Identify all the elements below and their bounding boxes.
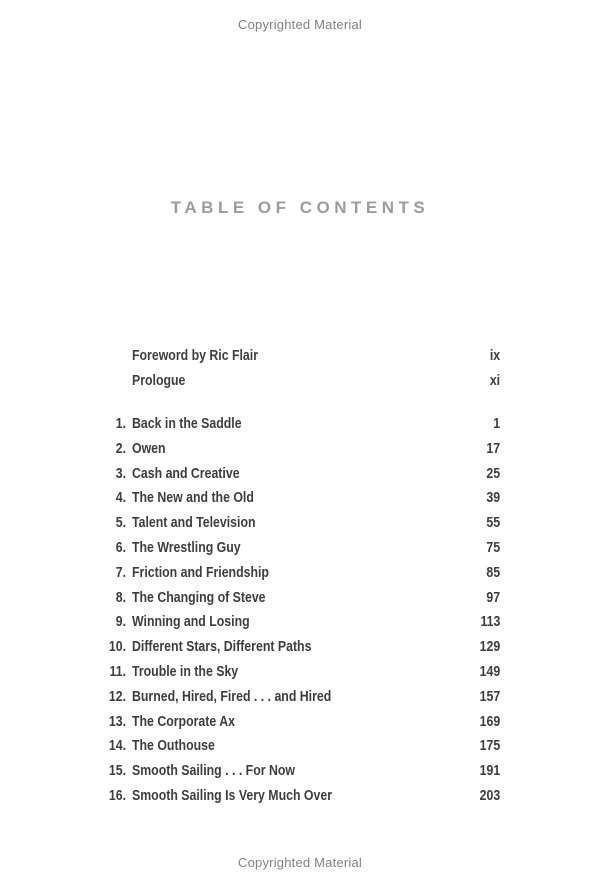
entry-title-text: Prologue — [132, 373, 186, 390]
toc-row-foreword — [100, 344, 500, 369]
entry-number: 11. — [109, 663, 126, 680]
entry-title — [132, 441, 484, 457]
entry-title-text: The Wrestling Guy — [132, 539, 241, 556]
front-matter-list — [100, 344, 500, 394]
entry-number: 3. — [115, 465, 126, 482]
toc-row-chapter-15 — [100, 759, 500, 784]
entry-title — [132, 416, 492, 432]
entry-number: 9. — [115, 614, 126, 631]
entry-number: 15. — [108, 763, 126, 780]
entry-title-text: Talent and Television — [132, 515, 256, 532]
toc-row-chapter-14 — [100, 734, 500, 759]
page-title: TABLE OF CONTENTS — [170, 198, 430, 217]
entry-page-number: 39 — [486, 490, 500, 507]
entry-title-text: Foreword by Ric Flair — [132, 348, 259, 365]
toc-row-chapter-11 — [100, 660, 500, 685]
entry-page-number: 55 — [486, 515, 500, 532]
entry-title — [132, 639, 476, 655]
entry-title — [132, 689, 476, 705]
entry-title-text: Friction and Friendship — [132, 564, 269, 581]
entry-title — [132, 565, 484, 581]
toc-row-prologue — [100, 369, 500, 394]
entry-title-text: The New and the Old — [132, 490, 254, 507]
entry-title-text: Owen — [132, 440, 166, 457]
entry-number: 6. — [115, 539, 126, 556]
copyright-notice-top: Copyrighted Material — [238, 17, 362, 32]
entry-number: 13. — [108, 713, 126, 730]
entry-number: 2. — [115, 440, 126, 457]
entry-title — [132, 515, 484, 531]
entry-title-text: Smooth Sailing Is Very Much Over — [132, 787, 333, 804]
entry-title-text: Cash and Creative — [132, 465, 240, 482]
entry-title-text: The Outhouse — [132, 738, 215, 755]
entry-number: 14. — [108, 738, 126, 755]
entry-number: 12. — [108, 688, 126, 705]
entry-title — [132, 714, 476, 730]
entry-page-number: 203 — [479, 787, 500, 804]
chapter-list — [100, 412, 500, 809]
entry-title — [132, 738, 476, 754]
entry-page-number: 97 — [486, 589, 500, 606]
entry-title-text: The Changing of Steve — [132, 589, 266, 606]
entry-title — [132, 490, 484, 506]
entry-page-number: 129 — [479, 639, 500, 656]
entry-page-number: ix — [489, 348, 500, 365]
entry-page-number: 1 — [493, 415, 500, 432]
entry-page-number: 157 — [479, 688, 500, 705]
entry-page-number: 169 — [479, 713, 500, 730]
entry-title — [132, 614, 477, 630]
entry-number: 5. — [115, 515, 126, 532]
entry-number: 16. — [108, 787, 126, 804]
toc-row-chapter-13 — [100, 709, 500, 734]
toc-row-chapter-12 — [100, 684, 500, 709]
entry-page-number: 149 — [479, 663, 500, 680]
entry-title-text: Winning and Losing — [132, 614, 250, 631]
entry-title — [132, 763, 476, 779]
toc-row-chapter-8 — [100, 585, 500, 610]
entry-page-number: xi — [489, 373, 500, 390]
toc-row-chapter-7 — [100, 560, 500, 585]
toc-row-chapter-3 — [100, 461, 500, 486]
entry-number: 1. — [115, 415, 126, 432]
entry-title — [132, 373, 488, 389]
toc-row-chapter-4 — [100, 486, 500, 511]
entry-title-text: The Corporate Ax — [132, 713, 235, 730]
toc-row-chapter-1 — [100, 412, 500, 437]
entry-title-text: Trouble in the Sky — [132, 663, 239, 680]
entry-title-text: Back in the Saddle — [132, 415, 242, 432]
entry-page-number: 17 — [486, 440, 500, 457]
toc-row-chapter-2 — [100, 436, 500, 461]
toc-row-chapter-10 — [100, 635, 500, 660]
entry-title — [132, 664, 476, 680]
toc-row-chapter-9 — [100, 610, 500, 635]
entry-page-number: 25 — [486, 465, 500, 482]
toc-row-chapter-6 — [100, 536, 500, 561]
entry-number: 4. — [115, 490, 126, 507]
entry-title-text: Burned, Hired, Fired . . . and Hired — [132, 688, 332, 705]
table-of-contents — [100, 344, 500, 808]
entry-page-number: 175 — [479, 738, 500, 755]
entry-page-number: 113 — [480, 614, 500, 631]
copyright-notice-bottom: Copyrighted Material — [238, 855, 362, 870]
entry-title — [132, 348, 488, 364]
toc-row-chapter-16 — [100, 784, 500, 809]
entry-page-number: 75 — [486, 539, 500, 556]
entry-title — [132, 788, 476, 804]
entry-title-text: Smooth Sailing . . . For Now — [132, 763, 295, 780]
entry-number: 7. — [115, 564, 126, 581]
entry-page-number: 191 — [479, 763, 500, 780]
entry-number: 8. — [115, 589, 126, 606]
entry-title — [132, 590, 484, 606]
entry-title — [132, 466, 484, 482]
entry-title — [132, 540, 484, 556]
entry-number: 10. — [108, 639, 126, 656]
toc-row-chapter-5 — [100, 511, 500, 536]
entry-title-text: Different Stars, Different Paths — [132, 639, 312, 656]
entry-page-number: 85 — [486, 564, 500, 581]
